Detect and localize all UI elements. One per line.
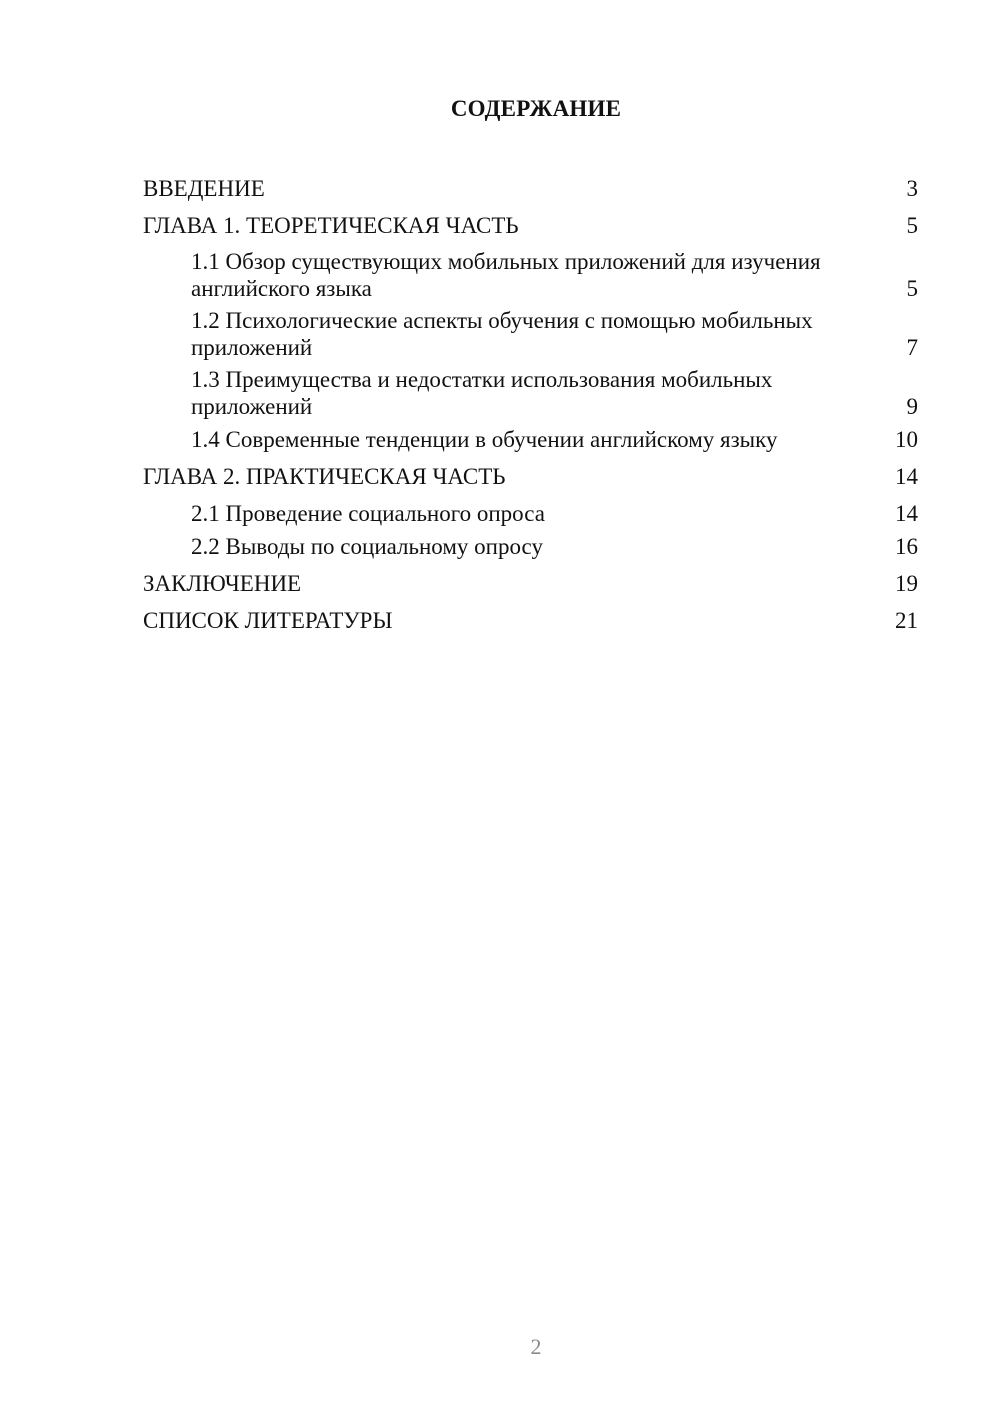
- toc-entry-section-1-4[interactable]: [143, 425, 918, 453]
- toc-entry-label: ВВЕДЕНИЕ: [143, 176, 265, 201]
- toc-title: СОДЕРЖАНИЕ: [450, 96, 622, 121]
- toc-entry-label: 1.3 Преимущества и недостатки использования мобильных приложений: [191, 367, 773, 419]
- toc-entry-page: 3: [906, 176, 918, 201]
- toc-entry-conclusion[interactable]: [143, 565, 918, 602]
- toc-entry-section-2-2[interactable]: [143, 532, 918, 560]
- toc-entry-chapter-1[interactable]: [143, 207, 918, 244]
- toc-entry-label: 1.1 Обзор существующих мобильных приложений для изучения английского языка: [191, 249, 821, 301]
- toc-entry-page: 16: [895, 534, 918, 559]
- toc-entry-page: 5: [906, 213, 918, 238]
- toc-entry-section-1-1[interactable]: [143, 248, 918, 302]
- page-number: 2: [530, 1334, 542, 1359]
- toc-entry-page: 5: [906, 276, 918, 301]
- toc-entry-label: 1.2 Психологические аспекты обучения с помощью мобильных приложений: [191, 308, 813, 360]
- toc-entry-label: ГЛАВА 2. ПРАКТИЧЕСКАЯ ЧАСТЬ: [143, 464, 506, 489]
- toc-entry-page: 9: [906, 394, 918, 419]
- toc-entry-label: СПИСОК ЛИТЕРАТУРЫ: [143, 608, 393, 633]
- toc-entry-page: 14: [895, 464, 918, 489]
- toc-entry-section-2-1[interactable]: [143, 499, 918, 527]
- table-of-contents: [143, 170, 918, 639]
- toc-entry-section-1-2[interactable]: [143, 307, 918, 361]
- toc-entry-page: 14: [895, 501, 918, 526]
- toc-entry-page: 10: [895, 427, 918, 452]
- toc-entry-page: 19: [895, 571, 918, 596]
- toc-entry-label: ГЛАВА 1. ТЕОРЕТИЧЕСКАЯ ЧАСТЬ: [143, 213, 519, 238]
- toc-entry-page: 7: [906, 335, 918, 360]
- toc-entry-chapter-2[interactable]: [143, 458, 918, 495]
- toc-entry-label: 1.4 Современные тенденции в обучении английскому языку: [191, 427, 778, 452]
- toc-entry-label: ЗАКЛЮЧЕНИЕ: [143, 571, 302, 596]
- toc-entry-references[interactable]: [143, 602, 918, 639]
- toc-entry-page: 21: [895, 608, 918, 633]
- toc-entry-introduction[interactable]: [143, 170, 918, 207]
- toc-entry-label: 2.1 Проведение социального опроса: [191, 501, 545, 526]
- toc-entry-section-1-3[interactable]: [143, 366, 918, 420]
- toc-entry-label: 2.2 Выводы по социальному опросу: [191, 534, 543, 559]
